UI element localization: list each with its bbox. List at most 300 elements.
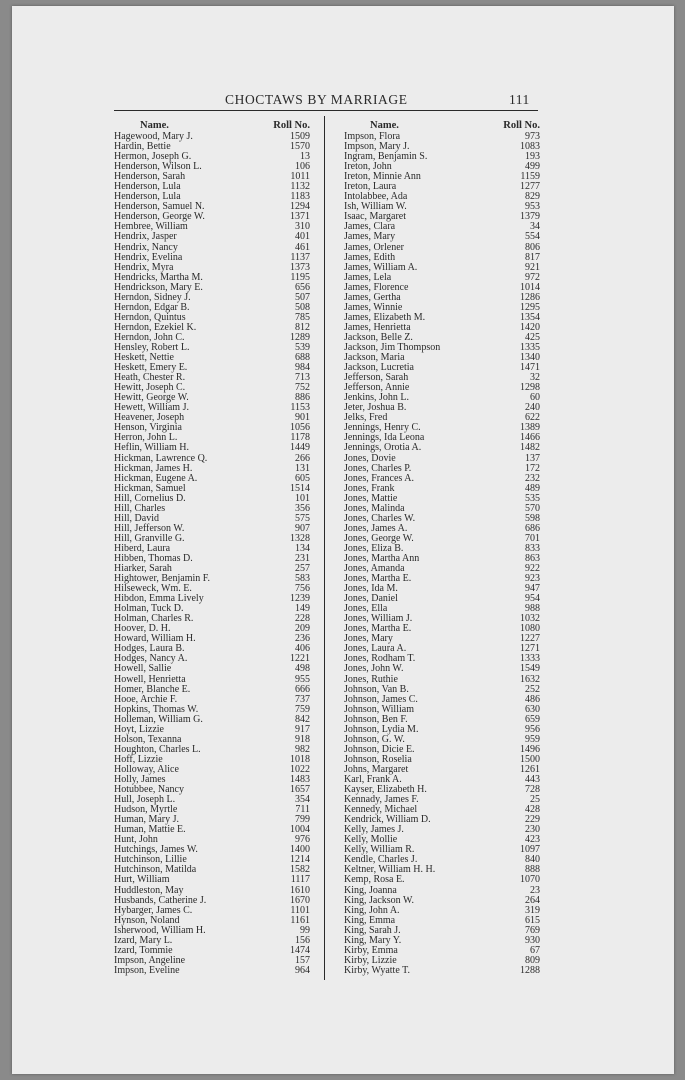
entry-name: Holson, Texanna — [114, 733, 182, 745]
roll-header: Roll No. — [503, 120, 540, 131]
list-item — [344, 232, 540, 242]
entry-roll-number: 1373 — [290, 261, 310, 273]
entry-roll-number: 972 — [525, 271, 540, 283]
entry-name: Jones, Martha Ann — [344, 552, 420, 564]
entry-roll-number: 1014 — [520, 281, 540, 293]
entry-roll-number: 1570 — [290, 141, 310, 153]
entry-roll-number: 401 — [295, 231, 310, 243]
entry-name: Jackson, Belle Z. — [344, 331, 413, 343]
entry-name: James, Gertha — [344, 291, 401, 303]
entry-name: Heavener, Joseph — [114, 412, 185, 424]
entry-name: King, Jackson W. — [344, 894, 414, 906]
entry-roll-number: 1514 — [290, 482, 310, 494]
entry-roll-number: 428 — [525, 804, 540, 816]
entry-name: Jones, Dovie — [344, 452, 396, 464]
entry-name: Hurt, William — [114, 874, 170, 886]
entry-name: Hickman, Eugene A. — [114, 472, 198, 484]
entry-name: Jennings, Ida Leona — [344, 432, 425, 444]
entry-roll-number: 955 — [295, 673, 310, 685]
entry-roll-number: 1117 — [290, 874, 310, 886]
entry-roll-number: 956 — [525, 723, 540, 735]
entry-roll-number: 921 — [525, 261, 540, 273]
entry-name: Jones, Amanda — [344, 563, 405, 575]
entry-name: King, John A. — [344, 904, 400, 916]
entry-roll-number: 659 — [525, 713, 540, 725]
entry-name: Herndon, John C. — [114, 331, 185, 343]
entry-roll-number: 959 — [525, 733, 540, 745]
entry-roll-number: 508 — [295, 301, 310, 313]
entry-name: Hybarger, James C. — [114, 904, 193, 916]
entry-name: Impson, Angeline — [114, 954, 186, 966]
entry-roll-number: 756 — [295, 583, 310, 595]
entry-roll-number: 1610 — [290, 884, 310, 896]
entry-name: Jones, William J. — [344, 613, 413, 625]
entry-roll-number: 23 — [530, 884, 540, 896]
entry-name: James, Elizabeth M. — [344, 311, 426, 323]
entry-name: Johnson, Lydia M. — [344, 723, 419, 735]
list-item — [114, 966, 310, 976]
entry-name: Hoyt, Lizzie — [114, 723, 164, 735]
entry-name: Homer, Blanche E. — [114, 683, 191, 695]
entry-name: Ish, William W. — [344, 201, 407, 213]
entry-roll-number: 1070 — [520, 874, 540, 886]
entry-name: Hewitt, George W. — [114, 392, 189, 404]
entry-name: Hotubbee, Nancy — [114, 784, 184, 796]
entry-roll-number: 713 — [295, 372, 310, 384]
entry-roll-number: 228 — [295, 613, 310, 625]
entry-roll-number: 840 — [525, 854, 540, 866]
entry-name: Kelly, Mollie — [344, 834, 398, 846]
entry-name: Kelly, William R. — [344, 844, 415, 856]
entry-roll-number: 1449 — [290, 442, 310, 454]
entry-roll-number: 1011 — [290, 171, 310, 183]
entry-roll-number: 812 — [295, 321, 310, 333]
entry-roll-number: 137 — [525, 452, 540, 464]
entry-roll-number: 1101 — [290, 904, 310, 916]
entry-name: Kendrick, William D. — [344, 814, 431, 826]
entry-roll-number: 842 — [295, 713, 310, 725]
entry-roll-number: 1549 — [520, 663, 540, 675]
entry-roll-number: 231 — [295, 552, 310, 564]
entry-name: Hewett, William J. — [114, 402, 189, 414]
entry-roll-number: 907 — [295, 522, 310, 534]
entry-roll-number: 1466 — [520, 432, 540, 444]
entry-roll-number: 1632 — [520, 673, 540, 685]
entry-roll-number: 1286 — [520, 291, 540, 303]
entry-roll-number: 131 — [295, 462, 310, 474]
entry-roll-number: 1227 — [520, 633, 540, 645]
entry-roll-number: 1195 — [290, 271, 310, 283]
entry-roll-number: 1420 — [520, 321, 540, 333]
page-number: 111 — [509, 92, 530, 107]
entry-name: Johnson, William — [344, 703, 414, 715]
entry-name: Hickman, James H. — [114, 462, 193, 474]
entry-name: Herndon, Quintus — [114, 311, 186, 323]
entry-name: Holly, James — [114, 774, 166, 785]
entry-roll-number: 759 — [295, 703, 310, 715]
entry-name: Heskett, Emery E. — [114, 362, 188, 374]
entry-roll-number: 229 — [525, 814, 540, 826]
entry-roll-number: 1153 — [290, 402, 310, 414]
entry-name: Hightower, Benjamin F. — [114, 573, 211, 585]
entry-name: Ireton, Minnie Ann — [344, 171, 421, 183]
entry-roll-number: 728 — [525, 784, 540, 796]
entry-name: Johns, Margaret — [344, 763, 409, 775]
entry-roll-number: 1178 — [290, 432, 310, 444]
entry-name: Holleman, William G. — [114, 713, 203, 725]
entry-name: Hendrix, Myra — [114, 261, 174, 273]
entry-name: Herndon, Sidney J. — [114, 291, 191, 303]
entry-name: Jones, George W. — [344, 532, 414, 544]
entry-name: Hoff, Lizzie — [114, 753, 163, 765]
entry-roll-number: 1294 — [290, 201, 310, 213]
entry-roll-number: 101 — [295, 492, 310, 504]
entry-roll-number: 257 — [295, 563, 310, 575]
entry-name: Jones, Ella — [344, 603, 388, 615]
entry-roll-number: 32 — [530, 372, 540, 384]
entry-name: Hardin, Bettie — [114, 141, 171, 153]
entry-name: Jones, Ruthie — [344, 673, 398, 685]
entry-name: Hagewood, Mary J. — [114, 131, 193, 142]
entry-roll-number: 1221 — [290, 653, 310, 665]
entry-roll-number: 1354 — [520, 311, 540, 323]
entry-name: Hill, David — [114, 512, 159, 524]
entry-name: Hibdon, Emma Lively — [114, 593, 204, 605]
entry-roll-number: 622 — [525, 412, 540, 424]
entry-name: Houghton, Charles L. — [114, 743, 201, 755]
entry-name: Hensley, Robert L. — [114, 341, 190, 353]
entry-name: Jackson, Lucretia — [344, 362, 414, 374]
column-divider — [324, 116, 325, 980]
entry-name: Hutchinson, Matilda — [114, 864, 197, 876]
entry-name: Hewitt, Joseph C. — [114, 382, 186, 394]
entry-name: Hendricks, Martha M. — [114, 271, 203, 283]
entry-name: Henderson, Lula — [114, 181, 181, 193]
entry-name: King, Mary Y. — [344, 934, 402, 946]
entry-roll-number: 67 — [530, 944, 540, 956]
entry-name: Hibben, Thomas D. — [114, 552, 193, 564]
entry-roll-number: 829 — [525, 191, 540, 203]
entry-roll-number: 1474 — [290, 944, 310, 956]
entry-name: Impson, Eveline — [114, 964, 180, 976]
entry-name: James, Edith — [344, 251, 396, 263]
entry-roll-number: 930 — [525, 934, 540, 946]
entry-roll-number: 156 — [295, 934, 310, 946]
entry-roll-number: 615 — [525, 914, 540, 926]
entry-roll-number: 266 — [295, 452, 310, 464]
entry-roll-number: 809 — [525, 954, 540, 966]
entry-name: Hendrix, Nancy — [114, 241, 178, 253]
entry-roll-number: 666 — [295, 683, 310, 695]
entry-roll-number: 988 — [525, 603, 540, 615]
entry-name: Izard, Mary L. — [114, 934, 173, 946]
entry-name: Hill, Granville G. — [114, 532, 185, 544]
entry-roll-number: 535 — [525, 492, 540, 504]
entry-name: Heskett, Nettie — [114, 352, 174, 364]
entry-roll-number: 1018 — [290, 753, 310, 765]
entry-name: Jones, James A. — [344, 522, 408, 534]
entry-name: James, Lela — [344, 271, 392, 283]
entry-name: Kennady, James F. — [344, 794, 419, 806]
entry-name: Heath, Chester R. — [114, 372, 186, 384]
entry-roll-number: 954 — [525, 593, 540, 605]
entry-roll-number: 443 — [525, 774, 540, 785]
entry-name: Howard, William H. — [114, 633, 196, 645]
name-header: Name. — [370, 120, 399, 131]
entry-name: James, Clara — [344, 221, 396, 233]
entry-name: Jones, Charles W. — [344, 512, 416, 524]
entry-name: Jones, Rodham T. — [344, 653, 416, 665]
entry-name: Jones, Frank — [344, 482, 395, 494]
entry-roll-number: 1132 — [290, 181, 310, 193]
page-header — [12, 92, 674, 112]
entry-roll-number: 917 — [295, 723, 310, 735]
header-rule — [114, 110, 538, 111]
entry-name: Jones, Laura A. — [344, 643, 407, 655]
entry-name: Johnson, Roselia — [344, 753, 412, 765]
entry-name: Hull, Joseph L. — [114, 794, 176, 806]
entry-roll-number: 888 — [525, 864, 540, 876]
entry-roll-number: 1161 — [290, 914, 310, 926]
entry-roll-number: 13 — [300, 151, 310, 163]
entry-roll-number: 1022 — [290, 763, 310, 775]
entry-roll-number: 1288 — [520, 964, 540, 976]
entry-name: Johnson, G. W. — [344, 733, 405, 745]
entry-roll-number: 922 — [525, 563, 540, 575]
entry-name: Hill, Jefferson W. — [114, 522, 185, 534]
entry-name: Hermon, Joseph G. — [114, 151, 192, 163]
entry-roll-number: 976 — [295, 834, 310, 846]
entry-name: Isaac, Margaret — [344, 211, 407, 223]
entry-roll-number: 785 — [295, 311, 310, 323]
entry-name: Jones, Charles P. — [344, 462, 412, 474]
entry-roll-number: 1289 — [290, 331, 310, 343]
entry-roll-number: 1657 — [290, 784, 310, 796]
entry-name: James, Winnie — [344, 301, 403, 313]
entry-roll-number: 25 — [530, 794, 540, 806]
entry-roll-number: 1379 — [520, 211, 540, 223]
entry-name: Henderson, George W. — [114, 211, 205, 223]
entry-name: Jackson, Jim Thompson — [344, 341, 441, 353]
entry-name: James, William A. — [344, 261, 418, 273]
entry-roll-number: 901 — [295, 412, 310, 424]
entry-roll-number: 799 — [295, 814, 310, 826]
entry-roll-number: 953 — [525, 201, 540, 213]
entry-roll-number: 982 — [295, 743, 310, 755]
entry-name: Hill, Cornelius D. — [114, 492, 186, 504]
entry-name: Kelly, James J. — [344, 824, 404, 836]
entry-name: Human, Mattie E. — [114, 824, 186, 836]
entry-name: Intolabbee, Ada — [344, 191, 408, 203]
entry-roll-number: 1482 — [520, 442, 540, 454]
entry-roll-number: 1371 — [290, 211, 310, 223]
entry-name: Henderson, Samuel N. — [114, 201, 205, 213]
entry-name: Hoover, D. H. — [114, 623, 171, 635]
entry-name: Henderson, Wilson L. — [114, 161, 202, 173]
entry-name: Ireton, Laura — [344, 181, 397, 193]
entry-name: Hutchings, James W. — [114, 844, 198, 856]
entry-name: Isherwood, William H. — [114, 924, 206, 936]
entry-name: Hembree, William — [114, 221, 188, 233]
entry-name: James, Florence — [344, 281, 409, 293]
entry-name: Husbands, Catherine J. — [114, 894, 207, 906]
right-column — [344, 120, 540, 976]
entry-name: Karl, Frank A. — [344, 774, 402, 785]
entry-roll-number: 1004 — [290, 824, 310, 836]
entry-roll-number: 1328 — [290, 532, 310, 544]
entry-name: Hodges, Nancy A. — [114, 653, 188, 665]
entry-name: Jones, John W. — [344, 663, 404, 675]
entry-name: Hutchinson, Lillie — [114, 854, 187, 866]
entry-roll-number: 1214 — [290, 854, 310, 866]
entry-name: Holloway, Alice — [114, 763, 179, 775]
entry-roll-number: 193 — [525, 151, 540, 163]
entry-roll-number: 486 — [525, 693, 540, 705]
entry-roll-number: 240 — [525, 402, 540, 414]
entry-roll-number: 1500 — [520, 753, 540, 765]
entry-name: Hendrickson, Mary E. — [114, 281, 203, 293]
entry-name: Ingram, Benjamin S. — [344, 151, 428, 163]
entry-name: Hunt, John — [114, 834, 158, 846]
entry-roll-number: 656 — [295, 281, 310, 293]
entry-name: Jefferson, Sarah — [344, 372, 409, 384]
list-item — [114, 232, 310, 242]
entry-roll-number: 425 — [525, 331, 540, 343]
entry-name: Herndon, Edgar B. — [114, 301, 190, 313]
entry-name: Hodges, Laura B. — [114, 643, 185, 655]
entry-roll-number: 570 — [525, 502, 540, 514]
entry-roll-number: 973 — [525, 131, 540, 142]
entry-roll-number: 1080 — [520, 623, 540, 635]
page-title: CHOCTAWS BY MARRIAGE — [225, 92, 408, 107]
entry-roll-number: 1277 — [520, 181, 540, 193]
entry-roll-number: 863 — [525, 552, 540, 564]
entry-roll-number: 886 — [295, 392, 310, 404]
entry-name: Kirby, Emma — [344, 944, 398, 956]
entry-roll-number: 499 — [525, 161, 540, 173]
entry-roll-number: 598 — [525, 512, 540, 524]
entry-roll-number: 319 — [525, 904, 540, 916]
list-item — [344, 966, 540, 976]
entry-name: Hudson, Myrtle — [114, 804, 178, 816]
entry-roll-number: 1183 — [290, 191, 310, 203]
entry-name: Johnson, Ben F. — [344, 713, 408, 725]
entry-roll-number: 1298 — [520, 382, 540, 394]
entry-name: Kayser, Elizabeth H. — [344, 784, 427, 796]
entry-roll-number: 230 — [525, 824, 540, 836]
entry-name: Hiberd, Laura — [114, 542, 171, 554]
entry-roll-number: 498 — [295, 663, 310, 675]
entry-name: Jones, Frances A. — [344, 472, 414, 484]
entry-roll-number: 1261 — [520, 763, 540, 775]
entry-roll-number: 686 — [525, 522, 540, 534]
entry-name: Jones, Eliza B. — [344, 542, 404, 554]
entry-roll-number: 99 — [300, 924, 310, 936]
entry-roll-number: 554 — [525, 231, 540, 243]
entry-roll-number: 833 — [525, 542, 540, 554]
entry-name: Human, Mary J. — [114, 814, 179, 826]
entry-roll-number: 737 — [295, 693, 310, 705]
entry-roll-number: 923 — [525, 573, 540, 585]
list-item — [114, 875, 310, 885]
entry-name: Jennings, Orotia A. — [344, 442, 422, 454]
entry-roll-number: 711 — [295, 804, 310, 816]
entry-roll-number: 423 — [525, 834, 540, 846]
entry-roll-number: 964 — [295, 964, 310, 976]
list-item — [114, 443, 310, 453]
entry-name: Izard, Tommie — [114, 944, 173, 956]
entry-roll-number: 209 — [295, 623, 310, 635]
entry-name: Henderson, Lula — [114, 191, 181, 203]
entry-roll-number: 1582 — [290, 864, 310, 876]
entry-name: Henderson, Sarah — [114, 171, 186, 183]
entry-roll-number: 356 — [295, 502, 310, 514]
entry-roll-number: 232 — [525, 472, 540, 484]
entry-roll-number: 406 — [295, 643, 310, 655]
entry-roll-number: 134 — [295, 542, 310, 554]
entry-name: Heflin, William H. — [114, 442, 189, 454]
entry-roll-number: 605 — [295, 472, 310, 484]
entry-name: James, Orlener — [344, 241, 404, 253]
entry-name: James, Henrietta — [344, 321, 411, 333]
entry-roll-number: 1340 — [520, 352, 540, 364]
entry-name: King, Sarah J. — [344, 924, 401, 936]
entry-name: Impson, Mary J. — [344, 141, 410, 153]
entry-roll-number: 1400 — [290, 844, 310, 856]
entry-name: Johnson, Van B. — [344, 683, 409, 695]
entry-roll-number: 507 — [295, 291, 310, 303]
entry-roll-number: 461 — [295, 241, 310, 253]
entry-roll-number: 817 — [525, 251, 540, 263]
entry-name: Hickman, Lawrence Q. — [114, 452, 208, 464]
entry-name: Kendle, Charles J. — [344, 854, 418, 866]
name-header: Name. — [140, 120, 169, 131]
entry-roll-number: 1083 — [520, 141, 540, 153]
entry-name: Holman, Charles R. — [114, 613, 194, 625]
entry-roll-number: 310 — [295, 221, 310, 233]
entry-roll-number: 630 — [525, 703, 540, 715]
entry-roll-number: 1159 — [520, 171, 540, 183]
entry-roll-number: 984 — [295, 362, 310, 374]
entry-roll-number: 1335 — [520, 341, 540, 353]
entry-name: Jones, Mary — [344, 633, 393, 645]
left-column — [114, 120, 310, 976]
entry-name: Herndon, Ezekiel K. — [114, 321, 197, 333]
entry-name: Jones, Daniel — [344, 593, 398, 605]
entry-name: Jelks, Fred — [344, 412, 388, 424]
entry-name: Jefferson, Annie — [344, 382, 410, 394]
entry-name: Johnson, James C. — [344, 693, 418, 705]
entry-name: Ireton, John — [344, 161, 392, 173]
entry-roll-number: 157 — [295, 954, 310, 966]
entry-name: James, Mary — [344, 231, 396, 243]
entry-name: Jenkins, John L. — [344, 392, 409, 404]
entry-name: Huddleston, May — [114, 884, 184, 896]
entry-name: Hendrix, Jasper — [114, 231, 177, 243]
entry-name: Hooe, Archie F. — [114, 693, 178, 705]
entry-name: Jennings, Henry C. — [344, 422, 421, 434]
entry-name: Henson, Virginia — [114, 422, 182, 434]
entry-roll-number: 236 — [295, 633, 310, 645]
entry-name: King, Emma — [344, 914, 396, 926]
entry-roll-number: 1483 — [290, 774, 310, 785]
entry-name: Johnson, Dicie E. — [344, 743, 415, 755]
entry-name: Jackson, Maria — [344, 352, 405, 364]
entry-roll-number: 918 — [295, 733, 310, 745]
entry-roll-number: 701 — [525, 532, 540, 544]
entry-roll-number: 354 — [295, 794, 310, 806]
entry-roll-number: 1496 — [520, 743, 540, 755]
